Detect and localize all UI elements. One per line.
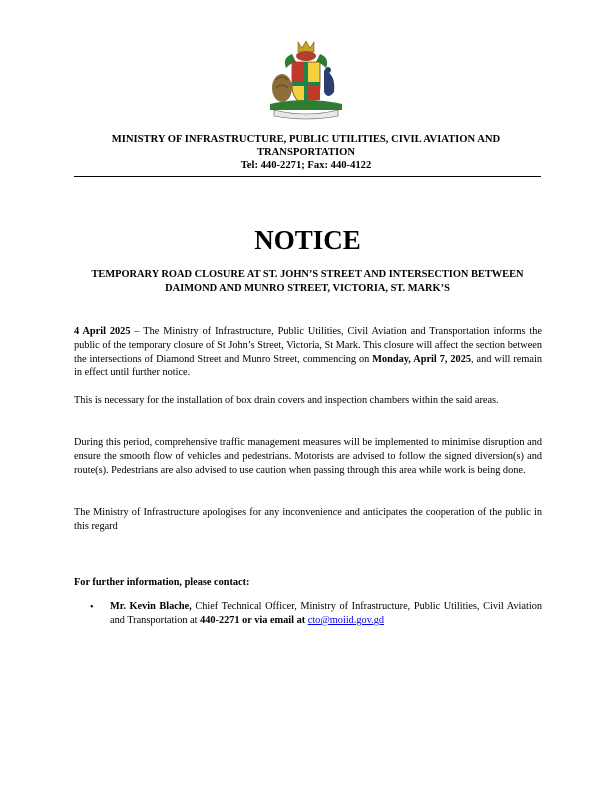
header-divider — [74, 176, 541, 177]
coat-of-arms-icon — [262, 40, 350, 122]
ministry-header — [74, 133, 538, 172]
contact-heading: For further information, please contact: — [74, 577, 250, 588]
paragraph-announcement — [74, 325, 542, 380]
paragraph-traffic-measures: During this period, comprehensive traffic management measures will be implemented to minimise disruption and ensure the smooth flow of vehicles and pedestrians. Motorists are advised to follow the signed diversion(s) and route(s). Pedestrians are also advised to use caution when passing through this area while work is being done. — [74, 437, 542, 476]
contact-role: Chief Technical Officer, Ministry of Infrastructure, Public Utilities, Civil Aviation and Transportation at — [110, 601, 542, 626]
notice-title: NOTICE — [254, 225, 361, 255]
contact-phone: 440-2271 or via email at — [200, 615, 306, 626]
contact-email-link[interactable]: cto@moiid.gov.gd — [307, 615, 385, 626]
announcement-date: 4 April 2025 — [74, 326, 131, 337]
announcement-text-b: , and will remain in effect until further notice. — [74, 353, 542, 379]
ministry-contact-line: Tel: 440-2271; Fax: 440-4122 — [240, 160, 372, 171]
ministry-name: MINISTRY OF INFRASTRUCTURE, PUBLIC UTILITIES, CIVIL AVIATION AND TRANSPORTATION — [111, 134, 501, 158]
contact-name: Mr. Kevin Blache, — [110, 601, 192, 612]
paragraph-apology: The Ministry of Infrastructure apologises for any inconvenience and anticipates the cooperation of the public in this regard — [74, 507, 542, 532]
closure-start-date: Monday, April 7, 2025 — [372, 353, 471, 365]
announcement-text-a: – The Ministry of Infrastructure, Public Utilities, Civil Aviation and Transportation informs the public of the temporary closure of St John’s Street, Victoria, St Mark. This closure will affect the section between the intersections of Diamond Street and Munro Street, commencing on — [74, 326, 542, 365]
bullet-icon: • — [90, 602, 94, 613]
paragraph-purpose: This is necessary for the installation of box drain covers and inspection chambers within the said areas. — [74, 395, 499, 406]
contact-details — [110, 600, 542, 628]
notice-subtitle: TEMPORARY ROAD CLOSURE AT ST. JOHN’S STREET AND INTERSECTION BETWEEN DAIMOND AND MUNRO STREET, VICTORIA, ST. MARK’S — [91, 269, 524, 294]
